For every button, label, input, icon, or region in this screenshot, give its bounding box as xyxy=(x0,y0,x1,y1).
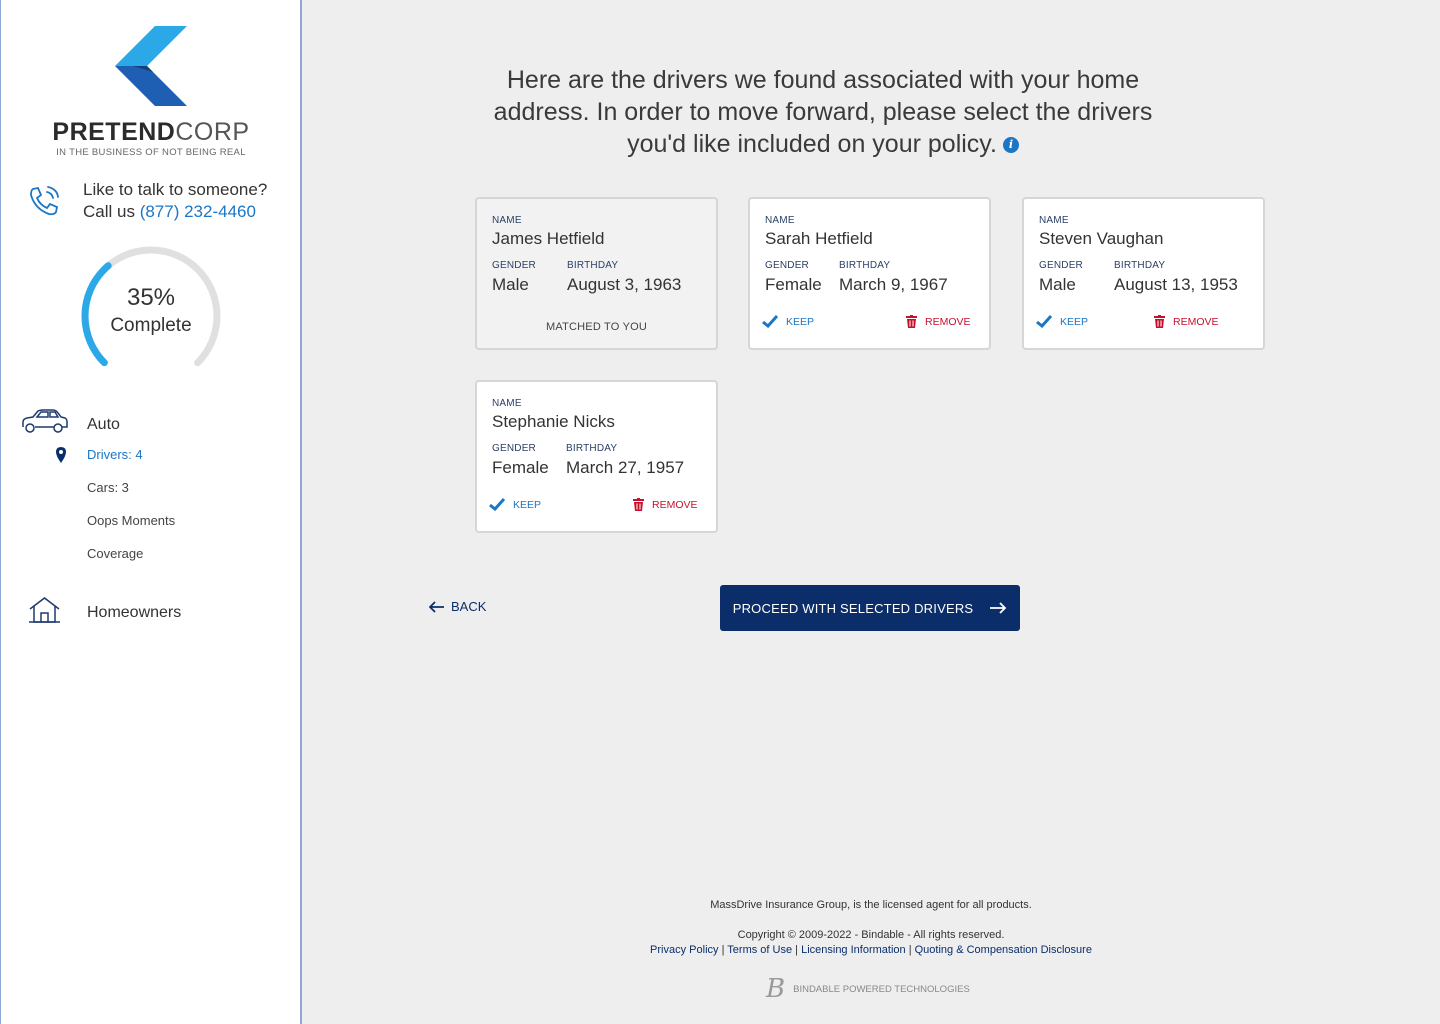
keep-label: KEEP xyxy=(513,498,542,511)
name-label: NAME xyxy=(1039,215,1069,226)
page-headline xyxy=(490,64,1156,160)
keep-button[interactable] xyxy=(1036,315,1088,328)
driver-gender: Male xyxy=(1039,275,1076,294)
sidebar xyxy=(0,0,302,1024)
nav-homeowners[interactable]: Homeowners xyxy=(87,604,182,621)
car-icon xyxy=(21,408,69,436)
driver-gender: Female xyxy=(765,275,822,294)
headline-line-2: address. In order to move forward, please select the drivers xyxy=(493,98,1153,126)
arrow-right-icon xyxy=(989,602,1007,614)
headline-line-3-text: you'd like included on your policy. xyxy=(627,130,997,158)
licensing-information-link[interactable]: Licensing Information xyxy=(801,944,906,956)
phone-number-link[interactable]: (877) 232-4460 xyxy=(139,202,256,221)
gender-label: GENDER xyxy=(1039,260,1083,271)
footer-links xyxy=(302,944,1440,956)
name-label: NAME xyxy=(765,215,795,226)
powered-by xyxy=(766,974,970,1004)
arrow-left-icon xyxy=(429,601,445,613)
keep-label: KEEP xyxy=(786,315,815,328)
footer-separator: | xyxy=(718,944,728,956)
back-label: BACK xyxy=(451,599,487,614)
birthday-label: BIRTHDAY xyxy=(566,443,618,454)
headline-line-3 xyxy=(490,128,1156,160)
driver-name: James Hetfield xyxy=(492,229,605,248)
privacy-policy-link[interactable]: Privacy Policy xyxy=(650,944,719,956)
headline-line-1: Here are the drivers we found associated with your home xyxy=(506,66,1140,94)
driver-name: Sarah Hetfield xyxy=(765,229,873,248)
remove-button[interactable] xyxy=(633,498,698,511)
remove-button[interactable] xyxy=(1154,315,1219,328)
driver-birthday: August 13, 1953 xyxy=(1114,275,1238,294)
contact-prompt: Like to talk to someone? xyxy=(83,180,268,199)
house-icon xyxy=(28,596,61,624)
driver-gender: Female xyxy=(492,458,549,477)
birthday-label: BIRTHDAY xyxy=(839,260,891,271)
progress-percent: 35% xyxy=(126,284,176,311)
remove-label: REMOVE xyxy=(1173,315,1219,328)
footer-separator: | xyxy=(905,944,915,956)
footer-copyright: Copyright © 2009-2022 - Bindable - All rights reserved. xyxy=(737,929,1005,941)
contact-call xyxy=(83,202,256,222)
trash-icon xyxy=(633,498,644,511)
brand-tagline: IN THE BUSINESS OF NOT BEING REAL xyxy=(56,147,246,158)
nav-item-coverage[interactable]: Coverage xyxy=(87,546,144,561)
driver-birthday: March 9, 1967 xyxy=(839,275,948,294)
check-icon xyxy=(762,315,778,328)
brand-name-bold: PRETEND xyxy=(52,118,176,146)
keep-button[interactable] xyxy=(762,315,814,328)
driver-name: Stephanie Nicks xyxy=(492,412,615,431)
driver-card xyxy=(1022,197,1265,350)
brand-name xyxy=(1,118,301,147)
matched-to-you-label: MATCHED TO YOU xyxy=(546,321,647,333)
trash-icon xyxy=(1154,315,1165,328)
back-button[interactable] xyxy=(429,599,486,614)
driver-birthday: March 27, 1957 xyxy=(566,458,685,477)
remove-label: REMOVE xyxy=(925,315,971,328)
nav-item-oops-moments[interactable]: Oops Moments xyxy=(87,513,176,528)
birthday-label: BIRTHDAY xyxy=(1114,260,1166,271)
progress-label: Complete xyxy=(110,315,192,336)
name-label: NAME xyxy=(492,398,522,409)
driver-card xyxy=(748,197,991,350)
birthday-label: BIRTHDAY xyxy=(567,260,619,271)
name-label: NAME xyxy=(492,215,522,226)
driver-card xyxy=(475,380,718,533)
trash-icon xyxy=(906,315,917,328)
terms-of-use-link[interactable]: Terms of Use xyxy=(727,944,793,956)
proceed-button[interactable] xyxy=(720,585,1020,631)
contact-call-prefix: Call us xyxy=(83,202,140,221)
proceed-label: PROCEED WITH SELECTED DRIVERS xyxy=(732,600,974,616)
check-icon xyxy=(1036,315,1052,328)
gender-label: GENDER xyxy=(765,260,809,271)
remove-button[interactable] xyxy=(906,315,971,328)
location-pin-icon xyxy=(54,446,68,464)
nav-item-drivers[interactable]: Drivers: 4 xyxy=(87,447,143,462)
brand-name-light: CORP xyxy=(175,118,250,146)
nav-auto[interactable]: Auto xyxy=(87,416,120,433)
driver-card xyxy=(475,197,718,350)
powered-by-label: BINDABLE POWERED TECHNOLOGIES xyxy=(793,983,970,995)
logo-chevron-icon xyxy=(111,22,191,108)
footer-separator: | xyxy=(792,944,802,956)
quoting-disclosure-link[interactable]: Quoting & Compensation Disclosure xyxy=(914,944,1092,956)
driver-birthday: August 3, 1963 xyxy=(567,275,682,294)
footer-agent-note: MassDrive Insurance Group, is the licensed agent for all products. xyxy=(710,899,1032,911)
nav-item-cars[interactable]: Cars: 3 xyxy=(87,480,129,495)
check-icon xyxy=(489,498,505,511)
keep-label: KEEP xyxy=(1060,315,1089,328)
phone-icon xyxy=(27,184,61,218)
remove-label: REMOVE xyxy=(652,498,698,511)
driver-gender: Male xyxy=(492,275,529,294)
info-icon[interactable]: i xyxy=(1003,137,1019,153)
keep-button[interactable] xyxy=(489,498,541,511)
gender-label: GENDER xyxy=(492,443,536,454)
bindable-logo-icon: B xyxy=(766,974,786,1004)
driver-name: Steven Vaughan xyxy=(1039,229,1164,248)
gender-label: GENDER xyxy=(492,260,536,271)
